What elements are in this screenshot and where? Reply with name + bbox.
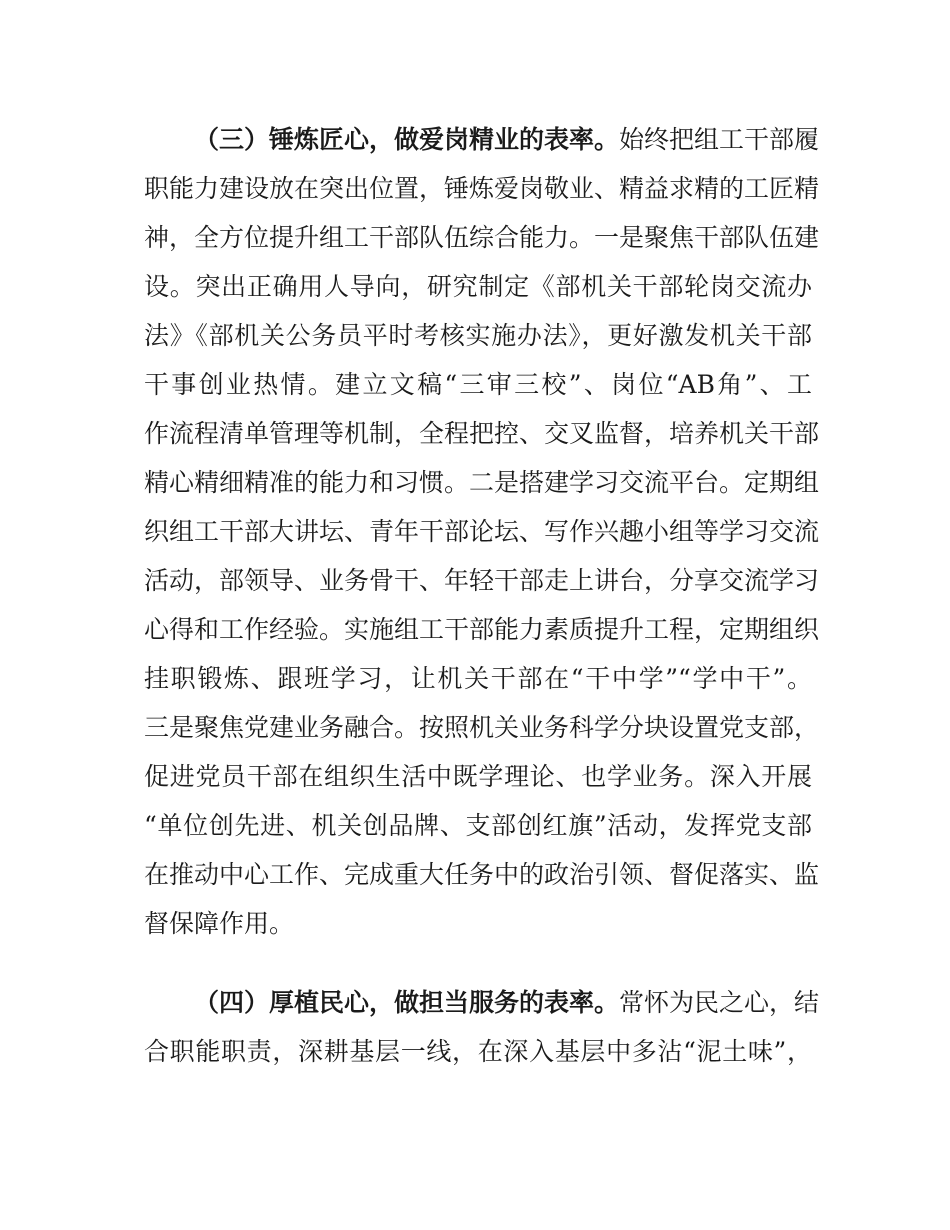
paragraph-line: 合职能职责，深耕基层一线，在深入基层中多沾“泥土味”， bbox=[144, 1037, 812, 1066]
paragraph-line: 神，全方位提升组工干部队伍综合能力。一是聚焦干部队伍建 bbox=[144, 223, 820, 252]
paragraph-line bbox=[194, 983, 820, 1023]
section-heading: （四）厚植民心，做担当服务的表率。 bbox=[194, 988, 620, 1017]
paragraph-line: 在推动中心工作、完成重大任务中的政治引领、督促落实、监 bbox=[144, 860, 820, 889]
paragraph-line: 挂职锻炼、跟班学习，让机关干部在“干中学”“学中干”。 bbox=[144, 664, 812, 693]
paragraph-line: 作流程清单管理等机制，全程把控、交叉监督，培养机关干部 bbox=[144, 419, 820, 448]
paragraph-line: “单位创先进、机关创品牌、支部创红旗”活动，发挥党支部 bbox=[144, 811, 812, 840]
paragraph-line bbox=[194, 120, 820, 160]
paragraph-line: 设。突出正确用人导向，研究制定《部机关干部轮岗交流办 bbox=[144, 272, 812, 301]
paragraph-line: 干事创业热情。建立文稿“三审三校”、岗位“AB角”、工 bbox=[144, 370, 812, 399]
paragraph-line: 活动，部领导、业务骨干、年轻干部走上讲台，分享交流学习 bbox=[144, 566, 820, 595]
paragraph-text: 始终把组工干部履 bbox=[619, 125, 820, 154]
paragraph-line: 精心精细精准的能力和习惯。二是搭建学习交流平台。定期组 bbox=[144, 468, 820, 497]
paragraph-line: 督保障作用。 bbox=[144, 909, 295, 938]
paragraph-text: 常怀为民之心，结 bbox=[619, 988, 820, 1017]
paragraph-line: 织组工干部大讲坛、青年干部论坛、写作兴趣小组等学习交流 bbox=[144, 517, 820, 546]
paragraph-line: 促进党员干部在组织生活中既学理论、也学业务。深入开展 bbox=[144, 762, 812, 791]
paragraph-line: 心得和工作经验。实施组工干部能力素质提升工程，定期组织 bbox=[144, 615, 820, 644]
paragraph-line: 法》《部机关公务员平时考核实施办法》，更好激发机关干部 bbox=[144, 321, 812, 350]
section-heading: （三）锤炼匠心，做爱岗精业的表率。 bbox=[194, 125, 620, 154]
paragraph-line: 三是聚焦党建业务融合。按照机关业务科学分块设置党支部， bbox=[144, 713, 820, 742]
paragraph-line: 职能力建设放在突出位置，锤炼爱岗敬业、精益求精的工匠精 bbox=[144, 174, 820, 203]
